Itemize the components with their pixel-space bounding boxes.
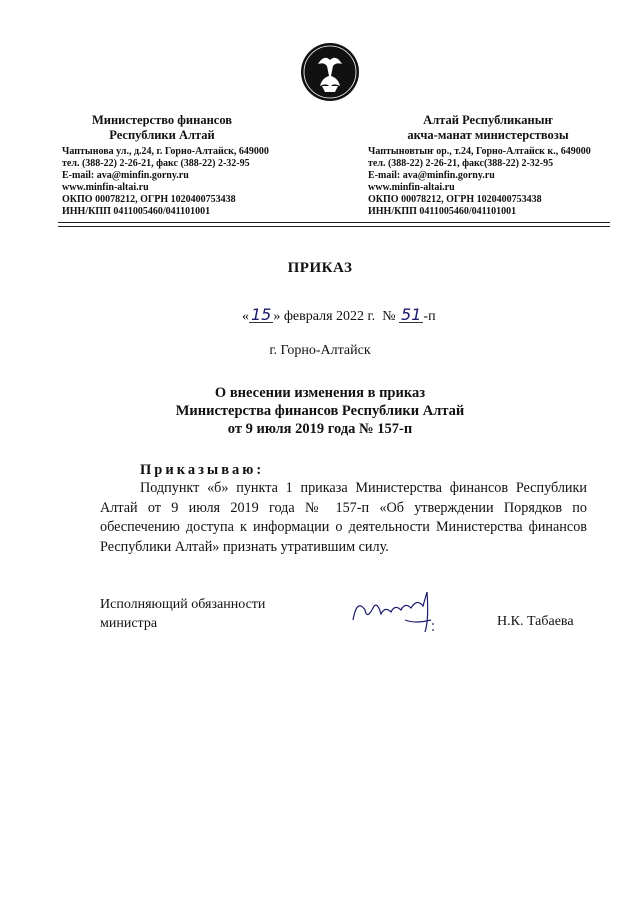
document-subject [0, 384, 640, 438]
right-okpo: ОКПО 00078212, ОГРН 1020400753438 [368, 194, 542, 205]
right-phone: тел. (388-22) 2-26-21, факс(388-22) 2-32-95 [368, 158, 554, 169]
handwritten-signature [345, 580, 455, 640]
signatory-name: Н.К. Табаева [497, 614, 574, 629]
subject-line3: от 9 июля 2019 года № 157-п [227, 421, 413, 437]
right-contact-block [368, 146, 591, 218]
date-number-line [242, 305, 436, 325]
left-address: Чаптынова ул., д.24, г. Горно-Алтайск, 649000 [62, 146, 269, 157]
right-title-line2: акча-манат министерствозы [407, 128, 569, 142]
header-divider-bottom [58, 226, 610, 227]
role-line1: Исполняющий обязанности [100, 597, 266, 612]
left-title-line2: Республики Алтай [109, 128, 215, 142]
number-sign: № [382, 309, 396, 324]
right-title-line1: Алтай Республиканыҥ [423, 113, 553, 127]
right-website: www.minfin-altai.ru [368, 182, 455, 193]
body-paragraph: Подпункт «б» пункта 1 приказа Министерства финансов Республики Алтай от 9 июля 2019 года № 157-п «Об утверждении Порядков по обеспечению доступа к информации о деятельности Министерства финансов Республики Алтай» признать утратившим силу. [100, 480, 587, 555]
right-email: E-mail: ava@minfin.gorny.ru [368, 170, 495, 181]
left-inn: ИНН/КПП 0411005460/041101001 [62, 206, 211, 217]
left-contact-block [62, 146, 269, 218]
document-title: ПРИКАЗ [287, 260, 353, 276]
date-month-year: » февраля 2022 г. [273, 309, 376, 324]
subject-line1: О внесении изменения в приказ [214, 385, 426, 401]
number-suffix: -п [423, 309, 436, 324]
subject-line2: Министерства финансов Республики Алтай [175, 403, 465, 419]
left-email: E-mail: ava@minfin.gorny.ru [62, 170, 189, 181]
right-address: Чаптыновтыҥ ор., т.24, Горно-Алтайск к., 649000 [368, 146, 591, 157]
document-number: 51 [401, 305, 422, 324]
republic-emblem-icon [300, 42, 360, 102]
left-okpo: ОКПО 00078212, ОГРН 1020400753438 [62, 194, 236, 205]
left-org-title [62, 113, 262, 143]
left-website: www.minfin-altai.ru [62, 182, 149, 193]
signatory-role [100, 595, 265, 633]
date-open-quote: « [242, 309, 249, 324]
date-day: 15 [251, 305, 272, 324]
right-org-title [372, 113, 604, 143]
role-line2: министра [100, 616, 158, 631]
left-phone: тел. (388-22) 2-26-21, факс (388-22) 2-32-95 [62, 158, 250, 169]
order-directive: Приказываю: [140, 462, 265, 478]
city: г. Горно-Алтайск [269, 343, 371, 358]
left-title-line1: Министерство финансов [91, 113, 233, 127]
header-divider-top [58, 222, 610, 223]
right-inn: ИНН/КПП 0411005460/041101001 [368, 206, 517, 217]
